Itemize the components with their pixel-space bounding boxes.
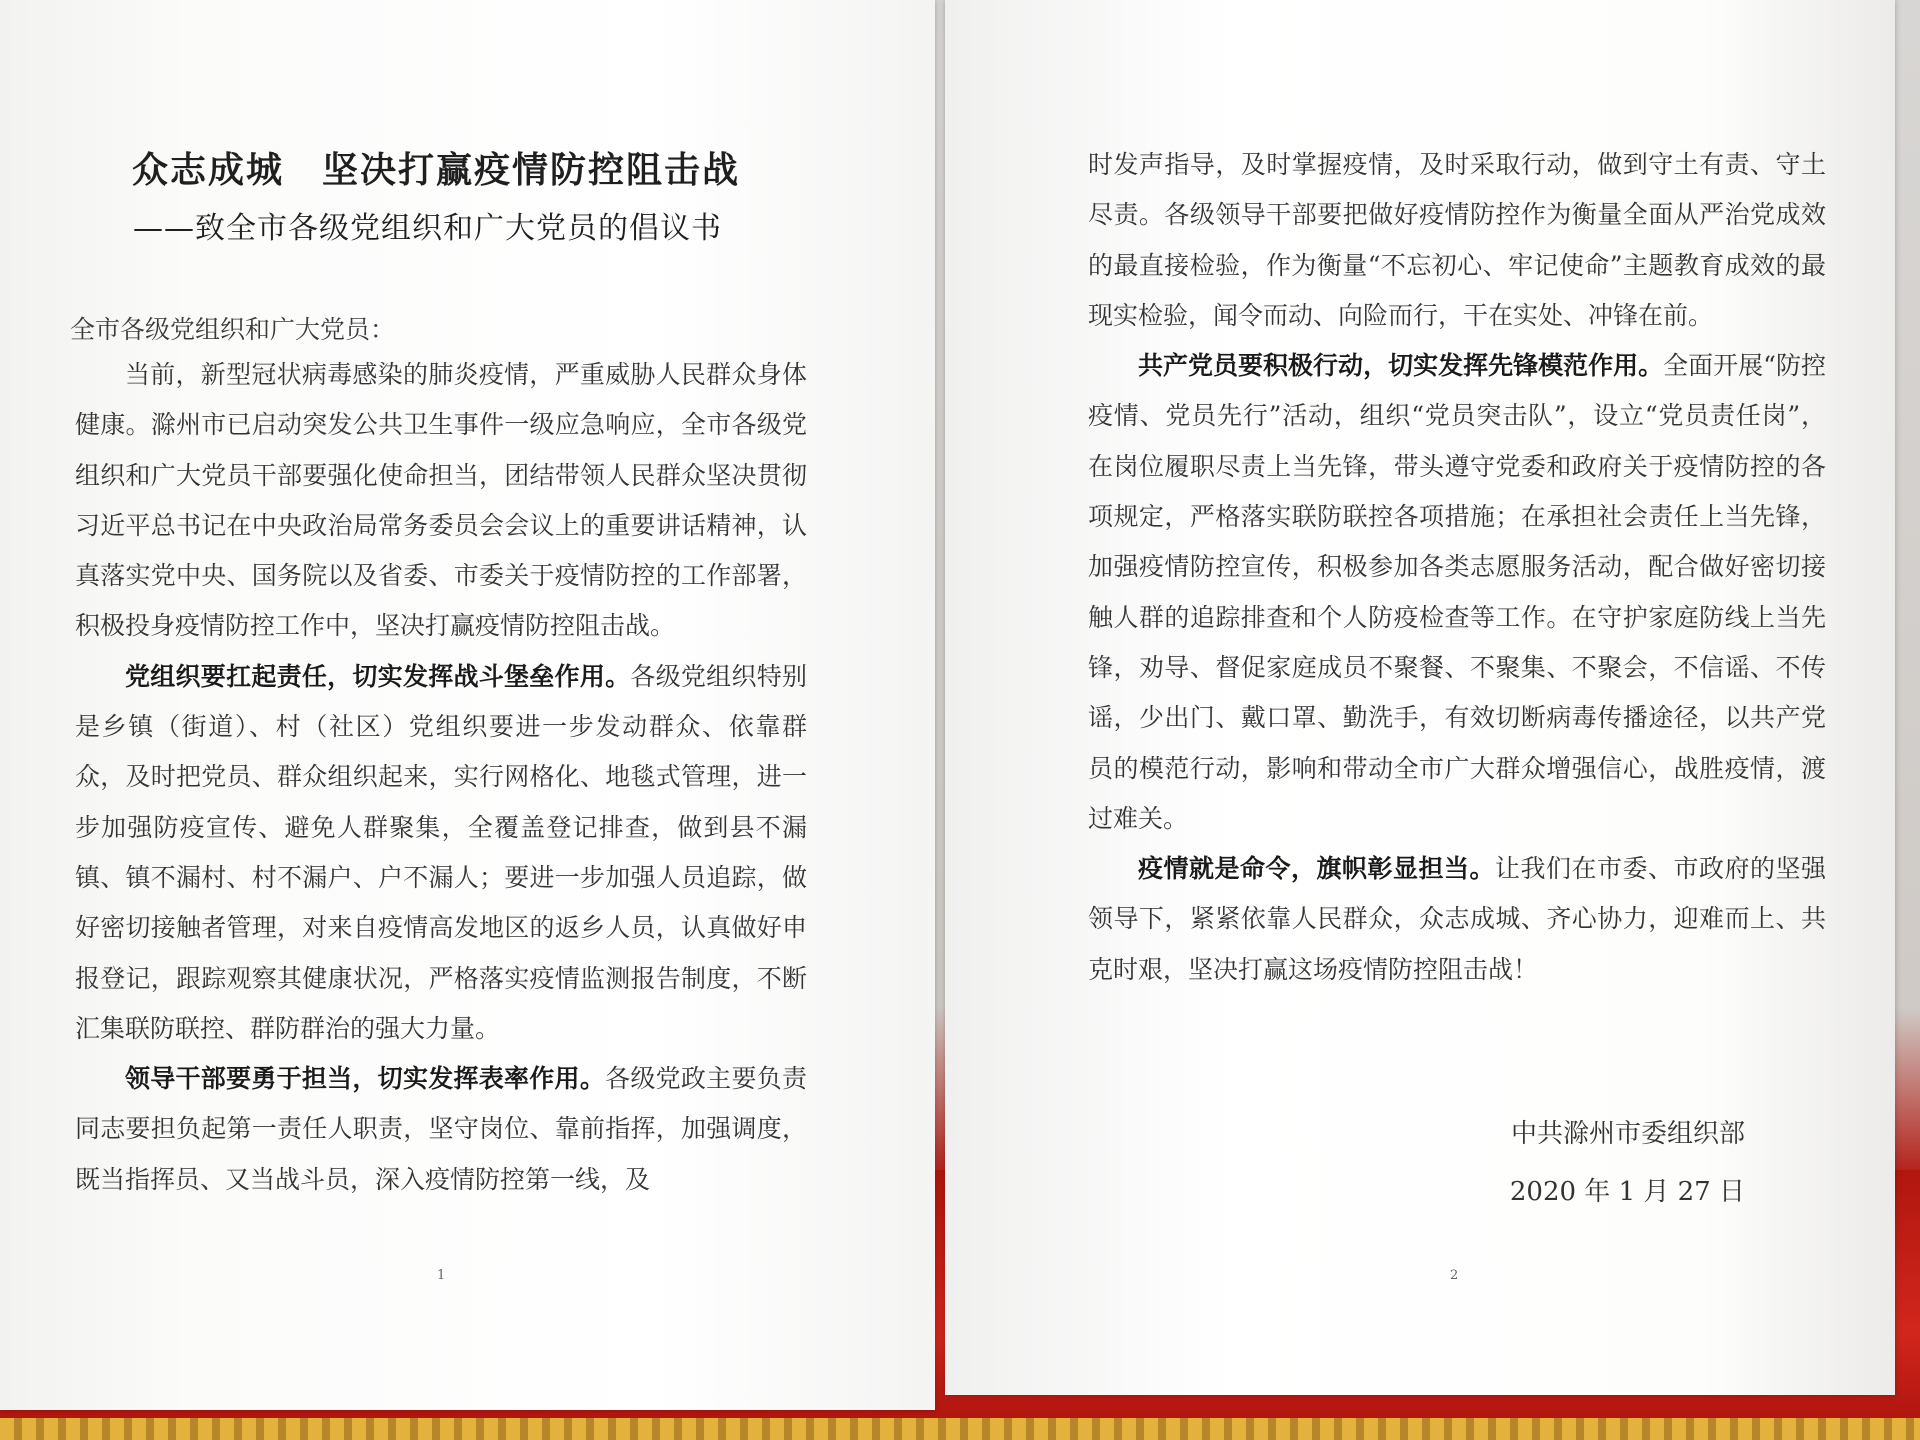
page-number: 2 xyxy=(1450,1268,1459,1283)
paragraph-text: 全面开展“防控疫情、党员先行”活动，组织“党员突击队”，设立“党员责任岗”，在岗位履职尽责上当先锋，带头遵守党委和政府关于疫情防控的各项规定，严格落实联防联控各项措施；在承担社会责任上当先锋，加强疫情防控宣传，积极参加各类志愿服务活动，配合做好密切接触人群的追踪排查和个人防疫检查等工作。在守护家庭防线上当先锋，劝导、督促家庭成员不聚餐、不聚集、不聚会，不信谣、不传谣，少出门、戴口罩、勤洗手，有效切断病毒传播途径，以共产党员的模范行动，影响和带动全市广大群众增强信心，战胜疫情，渡过难关。 xyxy=(1088,351,1826,833)
page2-body xyxy=(1088,140,1826,995)
signature-block xyxy=(1485,1105,1745,1221)
paragraph-leading-cadres xyxy=(75,1054,807,1205)
signature-date: 2020 年 1 月 27 日 xyxy=(1509,1177,1745,1207)
paragraph-heading: 疫情就是命令，旗帜彰显担当。 xyxy=(1138,854,1495,884)
paragraph-heading: 党组织要扛起责任，切实发挥战斗堡垒作用。 xyxy=(125,661,631,691)
paragraph-heading: 共产党员要积极行动，切实发挥先锋模范作用。 xyxy=(1138,351,1664,381)
paragraph-intro: 当前，新型冠状病毒感染的肺炎疫情，严重威胁人民群众身体健康。滁州市已启动突发公共卫生事件一级应急响应，全市各级党组织和广大党员干部要强化使命担当，团结带领人民群众坚决贯彻习近平总书记在中央政治局常务委员会会议上的重要讲话精神，认真落实党中央、国务院以及省委、市委关于疫情防控的工作部署，积极投身疫情防控工作中，坚决打赢疫情防控阻击战。 xyxy=(75,360,807,641)
paragraph-leading-cadres-continued: 时发声指导，及时掌握疫情，及时采取行动，做到守土有责、守土尽责。各级领导干部要把做好疫情防控作为衡量全面从严治党成效的最直接检验，作为衡量“不忘初心、牢记使命”主题教育成效的最现实检验，闻令而动、向险而行，干在实处、冲锋在前。 xyxy=(1088,150,1826,330)
page-number: 1 xyxy=(437,1268,446,1283)
paragraph-text: 各级党组织特别是乡镇（街道）、村（社区）党组织要进一步发动群众、依靠群众，及时把党员、群众组织起来，实行网格化、地毯式管理，进一步加强防疫宣传、避免人群聚集，全覆盖登记排查，做到县不漏镇、镇不漏村、村不漏户、户不漏人；要进一步加强人员追踪，做好密切接触者管理，对来自疫情高发地区的返乡人员，认真做好申报登记，跟踪观察其健康状况，严格落实疫情监测报告制度，不断汇集联防联控、群防群治的强大力量。 xyxy=(75,661,807,1043)
document-page-1 xyxy=(0,0,935,1410)
gold-trim xyxy=(0,1418,1920,1440)
paragraph-party-members xyxy=(1088,341,1826,844)
document-title: 众志成城 坚决打赢疫情防控阻击战 xyxy=(132,149,741,191)
paragraph-text: 各级党政主要负责同志要担负起第一责任人职责，坚守岗位、靠前指挥，加强调度，既当指挥员、又当战斗员，深入疫情防控第一线，及 xyxy=(75,1064,807,1194)
page1-body xyxy=(75,350,807,1205)
signature-organization: 中共滁州市委组织部 xyxy=(1510,1119,1745,1149)
document-page-2 xyxy=(945,0,1895,1395)
document-subtitle: ——致全市各级党组织和广大党员的倡议书 xyxy=(133,211,722,246)
paragraph-party-organizations xyxy=(75,652,807,1054)
paragraph-closing xyxy=(1088,844,1826,995)
salutation: 全市各级党组织和广大党员： xyxy=(70,315,396,344)
paragraph-heading: 领导干部要勇于担当，切实发挥表率作用。 xyxy=(125,1064,606,1094)
paragraph-text: 让我们在市委、市政府的坚强领导下，紧紧依靠人民群众，众志成城、齐心协力，迎难而上、共克时艰，坚决打赢这场疫情防控阻击战！ xyxy=(1088,854,1826,984)
